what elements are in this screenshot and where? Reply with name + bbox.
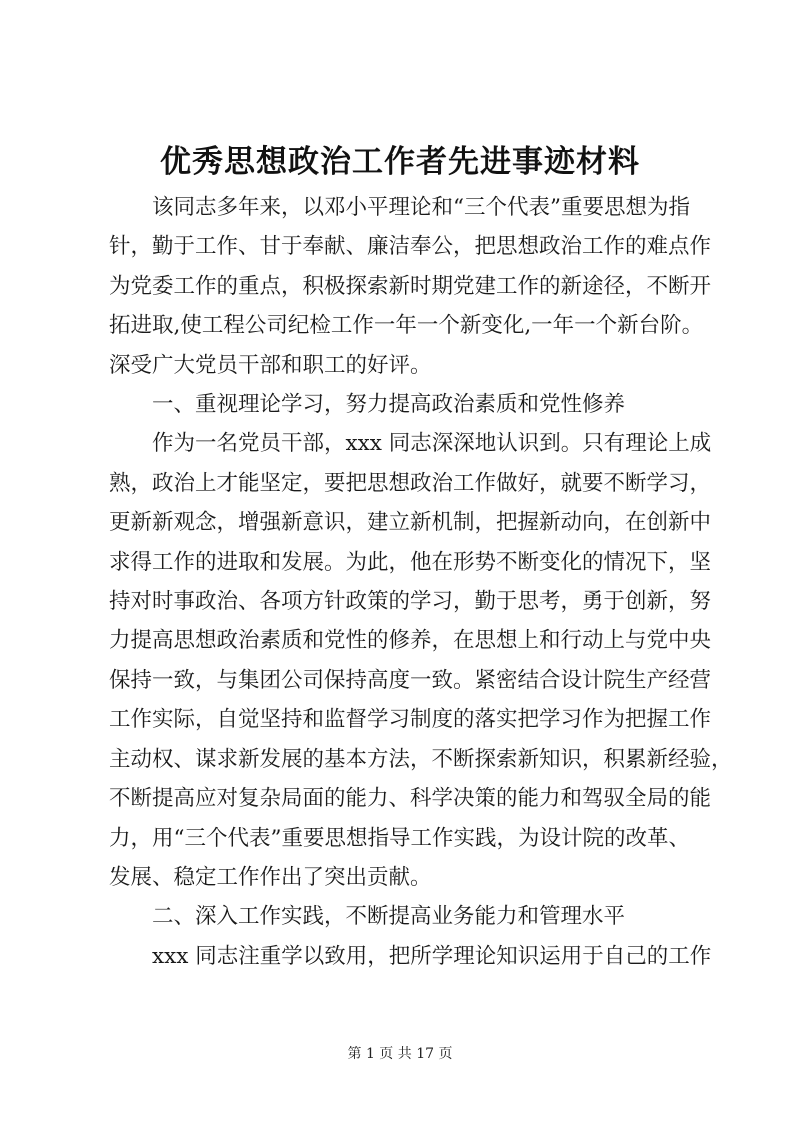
text-line: 作为一名党员干部，xxx 同志深深地认识到。只有理论上成: [109, 431, 712, 457]
text-line: 不断提高应对复杂局面的能力、科学决策的能力和驾驭全局的能: [109, 786, 712, 812]
text-line: 发展、稳定工作作出了突出贡献。: [109, 864, 432, 890]
text-line: 深受广大党员干部和职工的好评。: [109, 352, 432, 378]
text-line: 拓进取,使工程公司纪检工作一年一个新变化,一年一个新台阶。: [109, 313, 704, 339]
text-line: 保持一致，与集团公司保持高度一致。紧密结合设计院生产经营: [109, 667, 712, 693]
text-line: 求得工作的进取和发展。为此，他在形势不断变化的情况下，坚: [109, 549, 712, 575]
section-heading-1: 一、重视理论学习，努力提高政治素质和党性修养: [109, 392, 626, 418]
text-line: 更新新观念，增强新意识，建立新机制，把握新动向，在创新中: [109, 510, 712, 536]
document-body: [109, 188, 733, 976]
text-line: 该同志多年来，以邓小平理论和“三个代表”重要思想为指: [109, 195, 690, 220]
page-number-footer: 第 1 页 共 17 页: [347, 1046, 453, 1062]
text-line: 熟，政治上才能坚定，要把思想政治工作做好，就要不断学习，: [109, 470, 712, 496]
section-heading-2: 二、深入工作实践，不断提高业务能力和管理水平: [109, 904, 626, 930]
text-line: 为党委工作的重点，积极探索新时期党建工作的新途径，不断开: [109, 273, 712, 299]
text-line: xxx 同志注重学以致用，把所学理论知识运用于自己的工作: [109, 943, 712, 969]
text-line: 力提高思想政治素质和党性的修养，在思想上和行动上与党中央: [109, 628, 712, 654]
text-line: 力，用“三个代表”重要思想指导工作实践，为设计院的改革、: [109, 825, 690, 851]
text-line: 针，勤于工作、甘于奉献、廉洁奉公，把思想政治工作的难点作: [109, 234, 712, 260]
text-line: 持对时事政治、各项方针政策的学习，勤于思考，勇于创新，努: [109, 589, 712, 615]
text-line: 工作实际，自觉坚持和监督学习制度的落实把学习作为把握工作: [109, 707, 712, 733]
text-line: 主动权、谋求新发展的基本方法，不断探索新知识，积累新经验，: [109, 746, 733, 772]
document-title: 优秀思想政治工作者先进事迹材料: [160, 144, 640, 180]
